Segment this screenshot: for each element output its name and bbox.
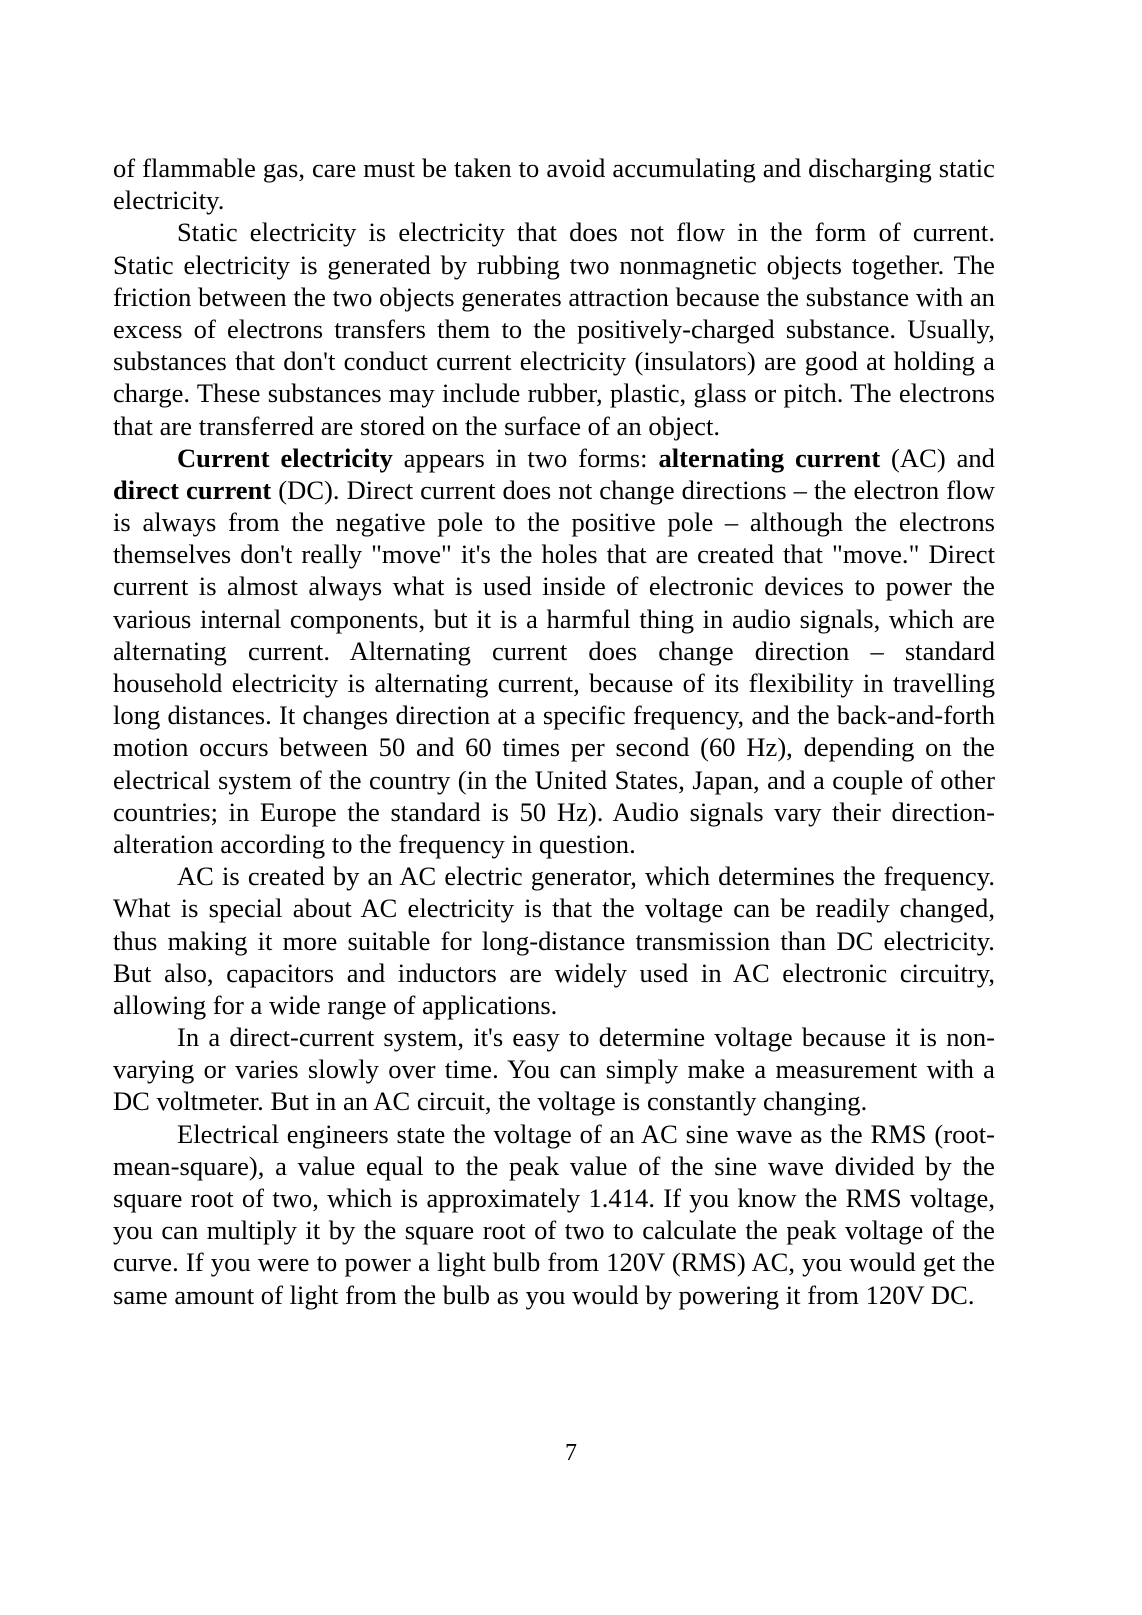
text-run: appears in two forms: <box>392 442 659 473</box>
text-run: (DC). Direct current does not change directions – the electron flow is always from the negative pole to the positive pole – although the electrons themselves don't really "move" it's the holes that are created that "move." Direct current is almost always what is used inside of electronic devices to power the various internal components, but it is a harmful thing in audio signals, which are alternating current. Alternating current does change direction – standard household electricity is alternating current, because of its flexibility in travelling long distances. It changes direction at a specific frequency, and the back-and-forth motion occurs between 50 and 60 times per second (60 Hz), depending on the electrical system of the country (in the United States, Japan, and a couple of other countries; in Europe the standard is 50 Hz). Audio signals vary their direction-alteration according to the frequency in question. <box>113 474 995 859</box>
page-body-text <box>113 152 995 1311</box>
emphasis-term: direct current <box>113 474 272 505</box>
para-flammable-gas <box>113 152 995 216</box>
para-direct-current-system <box>113 1021 995 1118</box>
text-run: of flammable gas, care must be taken to avoid accumulating and discharging static electricity. <box>113 153 995 216</box>
text-run: Static electricity is electricity that does not flow in the form of current. Static electricity is generated by rubbing two nonmagnetic objects together. The friction between the two objects generates attraction because the substance with an excess of electrons transfers them to the positively-charged substance. Usually, substances that don't conduct current electricity (insulators) are good at holding a charge. These substances may include rubber, plastic, glass or pitch. The electrons that are transferred are stored on the surface of an object. <box>113 217 995 441</box>
text-run: AC is created by an AC electric generator, which determines the frequency. What is special about AC electricity is that the voltage can be readily changed, thus making it more suitable for long-distance transmission than DC electricity. But also, capacitors and inductors are widely used in AC electronic circuitry, allowing for a wide range of applications. <box>113 861 995 1020</box>
page-number: 7 <box>565 1440 577 1466</box>
para-static-electricity <box>113 216 995 441</box>
para-rms <box>113 1118 995 1311</box>
text-run: (AC) and <box>880 442 995 473</box>
text-run: Electrical engineers state the voltage of an AC sine wave as the RMS (root-mean-square), a value equal to the peak value of the sine wave divided by the square root of two, which is approximately 1.414. If you know the RMS voltage, you can multiply it by the square root of two to calculate the peak voltage of the curve. If you were to power a light bulb from 120V (RMS) AC, you would get the same amount of light from the bulb as you would by powering it from 120V DC. <box>113 1118 995 1310</box>
emphasis-term: alternating current <box>658 442 881 473</box>
emphasis-term: Current electricity <box>177 442 393 473</box>
text-run: In a direct-current system, it's easy to determine voltage because it is non-varying or varies slowly over time. You can simply make a measurement with a DC voltmeter. But in an AC circuit, the voltage is constantly changing. <box>113 1022 995 1117</box>
para-ac-generator <box>113 860 995 1021</box>
para-current-electricity <box>113 442 995 860</box>
